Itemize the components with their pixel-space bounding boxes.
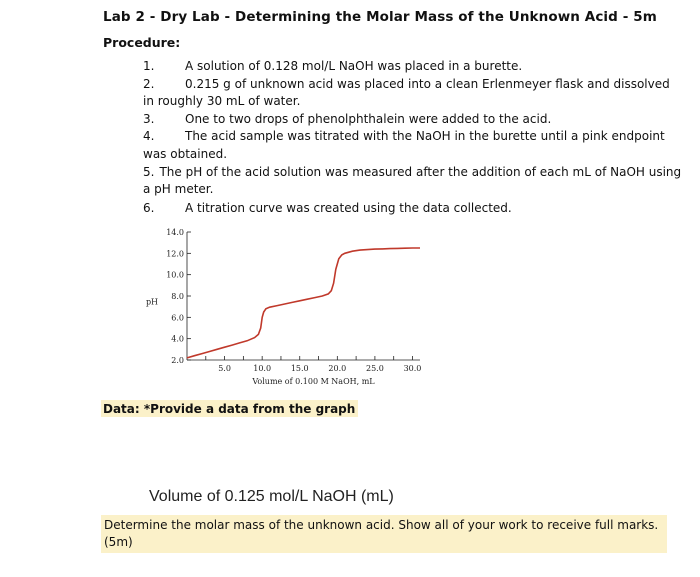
x-tick-label: 15.0	[290, 364, 309, 373]
procedure-steps	[143, 58, 683, 217]
step-number: 3.	[143, 111, 155, 126]
step-text: The acid sample was titrated with the NaOH in the burette until a pink endpoint was obtained.	[143, 129, 665, 161]
step-4	[143, 128, 683, 163]
step-text: The pH of the acid solution was measured after the addition of each mL of NaOH using a pH meter.	[143, 164, 682, 197]
step-6	[143, 200, 683, 218]
procedure-heading: Procedure:	[103, 35, 181, 50]
x-tick-label: 5.0	[218, 364, 231, 373]
x-tick-label: 10.0	[253, 364, 272, 373]
step-5	[143, 164, 683, 199]
step-number: 4.	[143, 129, 155, 144]
titration-curve-line	[187, 248, 420, 358]
x-ticks	[206, 356, 422, 373]
step-number: 2.	[143, 76, 155, 91]
step-text: One to two drops of phenolphthalein were added to the acid.	[185, 111, 552, 126]
step-number: 6.	[143, 200, 155, 215]
x-axis-label: Volume of 0.100 M NaOH, mL	[252, 377, 375, 386]
y-tick-label: 4.0	[171, 334, 184, 344]
step-3	[143, 111, 683, 129]
y-tick-label: 12.0	[166, 249, 184, 259]
step-text: A solution of 0.128 mol/L NaOH was placed in a burette.	[185, 59, 523, 73]
data-prompt: Data: *Provide a data from the graph	[101, 400, 358, 417]
y-tick-label: 6.0	[171, 313, 184, 323]
step-2	[143, 76, 683, 111]
y-tick-label: 14.0	[166, 228, 184, 237]
step-number: 1.	[143, 59, 155, 73]
step-1	[143, 58, 683, 76]
y-tick-label: 10.0	[166, 270, 184, 280]
titration-curve-chart	[140, 222, 440, 397]
y-tick-label: 8.0	[171, 292, 184, 301]
volume-column-label: Volume of 0.125 mol/L NaOH (mL)	[149, 488, 394, 505]
question-prompt: Determine the molar mass of the unknown acid. Show all of your work to receive full marks. (5m)	[101, 515, 667, 553]
y-axis-label: pH	[145, 297, 159, 307]
x-tick-label: 25.0	[365, 364, 384, 373]
page-title: Lab 2 - Dry Lab - Determining the Molar Mass of the Unknown Acid - 5m	[103, 9, 657, 25]
step-text: A titration curve was created using the data collected.	[185, 200, 512, 215]
step-number: 5.	[143, 164, 155, 179]
x-tick-label: 30.0	[403, 364, 422, 373]
step-text: 0.215 g of unknown acid was placed into a clean Erlenmeyer flask and dissolved in roughly 30 mL of water.	[143, 76, 670, 109]
y-tick-label: 2.0	[171, 356, 184, 365]
x-tick-label: 20.0	[328, 364, 347, 373]
